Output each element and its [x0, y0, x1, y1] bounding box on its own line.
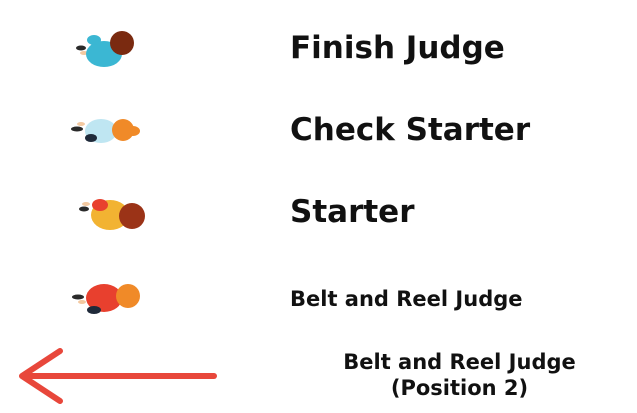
legend-row-finish-judge: [0, 18, 637, 78]
legend-row-starter: [0, 182, 637, 242]
legend-row-belt-reel-judge-position-2: [0, 345, 637, 413]
starter-figure-icon: [72, 182, 162, 242]
check-starter-figure-icon: [65, 100, 155, 160]
legend-label-position-2-line2: (Position 2): [390, 376, 529, 400]
legend-row-belt-reel-judge: [0, 268, 637, 328]
legend-row-check-starter: [0, 100, 637, 160]
legend-label-position-2-line1: Belt and Reel Judge: [343, 350, 576, 374]
legend-label-finish-judge: Finish Judge: [290, 30, 505, 66]
finish-judge-figure-icon: [70, 18, 160, 78]
legend-label-position-2: [287, 349, 632, 401]
legend-label-starter: Starter: [290, 194, 415, 230]
left-arrow-icon: [6, 347, 218, 407]
legend-label-belt-reel-judge: Belt and Reel Judge: [290, 287, 523, 311]
legend-label-check-starter: Check Starter: [290, 112, 531, 148]
belt-reel-judge-figure-icon: [68, 268, 158, 328]
